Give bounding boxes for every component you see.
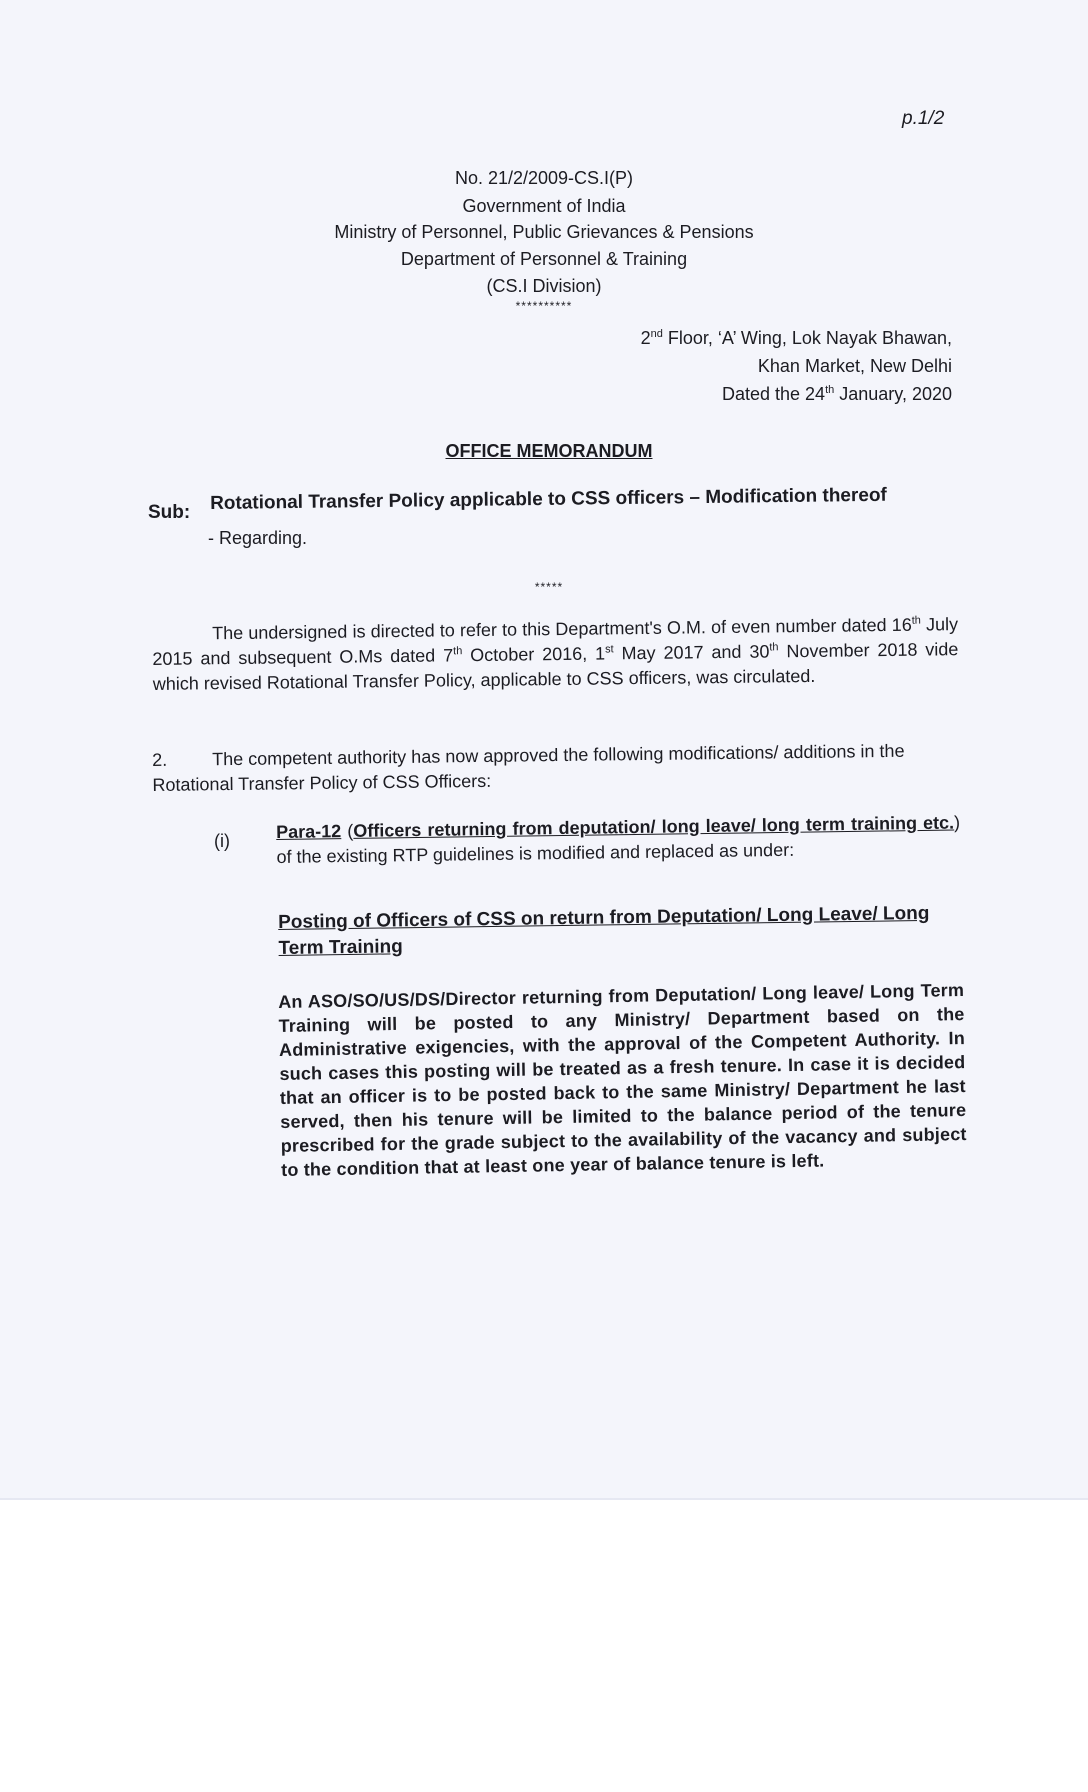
subject-text: Rotational Transfer Policy applicable to CSS officers – Modification thereof xyxy=(210,484,887,514)
page-number: p.1/2 xyxy=(902,108,945,129)
address-line-2: Khan Market, New Delhi xyxy=(757,356,952,376)
para-reference: Para-12 xyxy=(276,821,342,842)
header-separator: ********** xyxy=(515,299,573,313)
item-1-body: An ASO/SO/US/DS/Director returning from Deputation/ Long leave/ Long Term Training will be posted to any Ministry/ Department based on the Administrative exigencies, with the approval of the Competent Authority. In such cases this posting will be treated as a fresh tenure. In case it is decided that an officer is to be posted back to the same Ministry/ Department he last served, then his tenure will be limited to the balance period of the tenure prescribed for the grade subject to the availability of the vacancy and subject to the condition that at least one year of balance tenure is left. xyxy=(278,980,967,1180)
subject-separator: ***** xyxy=(534,580,564,594)
memorandum-title: OFFICE MEMORANDUM xyxy=(445,441,653,461)
ministry-line: Ministry of Personnel, Public Grievances & Pensions xyxy=(334,222,754,242)
address-line-1: 2nd Floor, ‘A’ Wing, Lok Nayak Bhawan, xyxy=(640,328,952,348)
file-number: No. 21/2/2009-CS.I(P) xyxy=(454,168,634,188)
department-line: Department of Personnel & Training xyxy=(400,249,688,269)
para-title: Officers returning from deputation/ long leave/ long term training etc. xyxy=(353,812,955,841)
subject-suffix: - Regarding. xyxy=(208,528,308,548)
date-line: Dated the 24th January, 2020 xyxy=(721,384,952,404)
subject-label: Sub: xyxy=(148,502,191,523)
division-line: (CS.I Division) xyxy=(486,276,602,296)
paragraph-1: The undersigned is directed to refer to this Department's O.M. of even number dated 16th July 2015 and subsequent O.Ms dated 7th October 2016, 1st May 2017 and 30th November 2018 vide which revised Rotational Transfer Policy, applicable to CSS officers, was circulated. xyxy=(152,614,959,694)
paragraph-2 xyxy=(152,738,959,798)
item-1-label: (i) xyxy=(214,831,230,851)
paragraph-2-text: The competent authority has now approved the following modifications/ additions in the Rotational Transfer Policy of CSS Officers: xyxy=(152,740,905,795)
item-1-text: Para-12 (Officers returning from deputation/ long leave/ long term training etc.) of the existing RTP guidelines is modified and replaced as under: xyxy=(276,812,961,867)
government-line: Government of India xyxy=(462,196,626,216)
paragraph-2-number: 2. xyxy=(152,749,168,770)
item-1-heading: Posting of Officers of CSS on return from Deputation/ Long Leave/ Long Term Training xyxy=(278,902,930,959)
